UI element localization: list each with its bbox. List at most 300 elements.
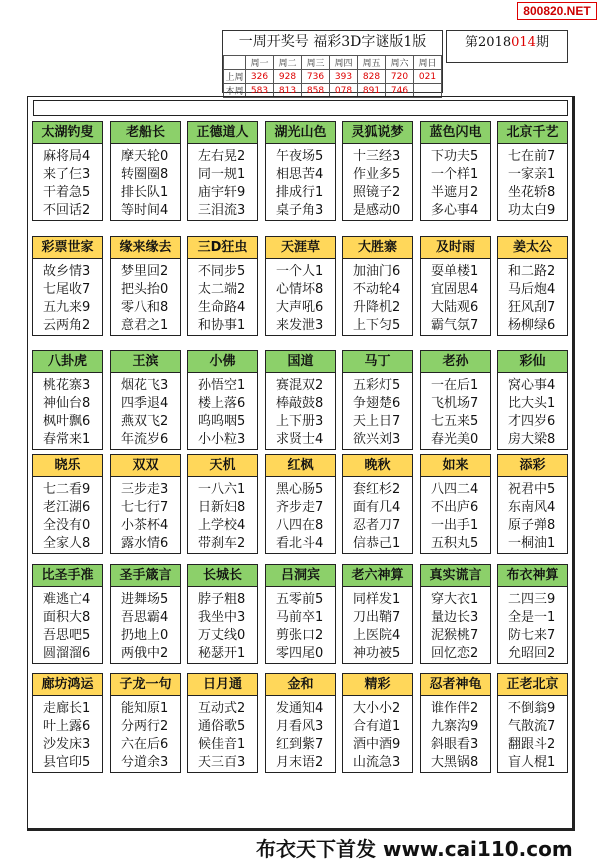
riddle-line: 飞机场7 [431,396,479,411]
riddle-author: 天涯草 [266,237,335,259]
riddle-lines [421,144,490,220]
riddle-line: 九寨沟9 [431,719,479,734]
riddle-lines [498,587,567,663]
riddle-line: 穿大衣1 [431,592,479,607]
riddle-cell [265,121,336,221]
riddle-cell [497,673,568,773]
grid-row [32,121,568,221]
riddle-line: 四季退4 [121,396,169,411]
riddle-line: 山流急3 [353,755,401,770]
riddle-cell [497,121,568,221]
riddle-line: 功太白9 [508,203,556,218]
riddle-cell [187,121,258,221]
riddle-line: 多心事4 [431,203,479,218]
riddle-author: 晚秋 [343,455,412,477]
riddle-line: 大声吼6 [276,300,324,315]
riddle-author: 老六神算 [343,565,412,587]
riddle-line: 万丈线0 [198,628,246,643]
riddle-lines [498,373,567,449]
riddle-lines [188,696,257,772]
riddle-line: 发通知4 [276,701,324,716]
riddle-cell [420,454,491,554]
riddle-cell [342,121,413,221]
riddle-line: 吾思吧5 [43,628,91,643]
riddle-lines [343,477,412,553]
riddle-lines [33,477,102,553]
riddle-line: 七尾收7 [43,282,91,297]
riddle-cell [187,564,258,664]
riddle-line: 互动式2 [198,701,246,716]
riddle-line: 小小粒3 [198,432,246,447]
riddle-author: 布衣神算 [498,565,567,587]
riddle-line: 信恭己1 [353,536,401,551]
riddle-line: 才四岁6 [508,414,556,429]
issue-prefix: 第2018 [465,35,512,50]
result-number: 326 [246,70,274,84]
day-header: 周一 [246,56,274,70]
riddle-lines [266,259,335,335]
day-header: 周二 [274,56,302,70]
issue-number: 014 [511,35,536,50]
riddle-line: 县官印5 [43,755,91,770]
riddle-author: 日月通 [188,674,257,696]
riddle-line: 合有道1 [353,719,401,734]
weekly-results-box [222,30,443,97]
riddle-line: 秘瑟开1 [198,646,246,661]
riddle-line: 分两行2 [121,719,169,734]
riddle-lines [33,696,102,772]
riddle-lines [498,477,567,553]
riddle-lines [343,373,412,449]
riddle-line: 故乡情3 [43,264,91,279]
riddle-line: 梦里回2 [121,264,169,279]
riddle-author: 灵狐说梦 [343,122,412,144]
riddle-author: 国道 [266,351,335,373]
riddle-line: 祝君中5 [508,482,556,497]
riddle-author: 廊坊鸿运 [33,674,102,696]
riddle-cell [497,564,568,664]
riddle-author: 彩仙 [498,351,567,373]
riddle-author: 及时雨 [421,237,490,259]
riddle-line: 五零前5 [276,592,324,607]
riddle-line: 忍者刀7 [353,518,401,533]
riddle-line: 吾思霸4 [121,610,169,625]
riddle-cell [187,236,258,336]
riddle-line: 七在前7 [508,149,556,164]
riddle-cell [187,350,258,450]
riddle-line: 我坐中3 [198,610,246,625]
riddle-lines [266,477,335,553]
riddle-line: 刀出鞘7 [353,610,401,625]
riddle-line: 扔地上0 [121,628,169,643]
riddle-line: 回忆恋2 [431,646,479,661]
riddle-line: 剪张口2 [276,628,324,643]
riddle-line: 一出手1 [431,518,479,533]
riddle-line: 三步走3 [121,482,169,497]
riddle-line: 神功被5 [353,646,401,661]
riddle-author: 王滨 [111,351,180,373]
riddle-line: 心情坏8 [276,282,324,297]
riddle-lines [266,144,335,220]
riddle-line: 十三经3 [353,149,401,164]
riddle-cell [342,673,413,773]
riddle-line: 谁作伴2 [431,701,479,716]
riddle-line: 量边长3 [431,610,479,625]
riddle-line: 相思苦4 [276,167,324,182]
grid-row [32,673,568,773]
riddle-cell [32,673,103,773]
riddle-line: 是感动0 [353,203,401,218]
riddle-lines [111,696,180,772]
riddle-author: 大胜寨 [343,237,412,259]
riddle-lines [266,373,335,449]
riddle-cell [342,564,413,664]
riddle-line: 狂风刮7 [508,300,556,315]
riddle-lines [498,259,567,335]
riddle-line: 燕双飞2 [121,414,169,429]
riddle-line: 叶上露6 [43,719,91,734]
riddle-line: 枫叶飘6 [43,414,91,429]
riddle-line: 天上日7 [353,414,401,429]
riddle-line: 圆溜溜6 [43,646,91,661]
riddle-author: 长城长 [188,565,257,587]
riddle-line: 宜固思4 [431,282,479,297]
riddle-cell [32,121,103,221]
result-number: 858 [302,84,330,98]
riddle-cell [420,350,491,450]
riddle-lines [421,373,490,449]
riddle-cell [420,121,491,221]
result-number: 813 [274,84,302,98]
riddle-line: 来了仨3 [43,167,91,182]
riddle-cell [420,673,491,773]
riddle-line: 窝心事4 [508,378,556,393]
riddle-author: 正老北京 [498,674,567,696]
riddle-author: 老船长 [111,122,180,144]
riddle-line: 全是一1 [508,610,556,625]
riddle-line: 太二端2 [198,282,246,297]
riddle-lines [421,587,490,663]
riddle-author: 金和 [266,674,335,696]
riddle-author: 老孙 [421,351,490,373]
riddle-line: 一个样1 [431,167,479,182]
riddle-author: 子龙一句 [111,674,180,696]
riddle-line: 同一规1 [198,167,246,182]
riddle-line: 沙发床3 [43,737,91,752]
riddle-line: 摩天轮0 [121,149,169,164]
riddle-line: 全家人8 [43,536,91,551]
riddle-cell [32,236,103,336]
riddle-line: 马后炮4 [508,282,556,297]
riddle-author: 天机 [188,455,257,477]
riddle-line: 五彩灯5 [353,378,401,393]
riddle-cell [342,350,413,450]
riddle-cell [265,454,336,554]
riddle-line: 带刹车2 [198,536,246,551]
riddle-line: 大陆观6 [431,300,479,315]
riddle-lines [421,696,490,772]
riddle-lines [111,587,180,663]
riddle-line: 把头抬0 [121,282,169,297]
riddle-cell [110,454,181,554]
riddle-line: 云两角2 [43,318,91,333]
riddle-line: 半遮月2 [431,185,479,200]
riddle-line: 和二路2 [508,264,556,279]
riddle-line: 六在后6 [121,737,169,752]
riddle-line: 月末语2 [276,755,324,770]
riddle-cell [110,236,181,336]
riddle-author: 如来 [421,455,490,477]
riddle-line: 黑心肠5 [276,482,324,497]
riddle-cell [32,350,103,450]
riddle-line: 不回话2 [43,203,91,218]
riddle-line: 上下册3 [276,414,324,429]
riddle-lines [188,373,257,449]
riddle-line: 一个人1 [276,264,324,279]
riddle-lines [111,144,180,220]
riddle-lines [421,477,490,553]
riddle-line: 求贤士4 [276,432,324,447]
riddle-line: 耍单楼1 [431,264,479,279]
riddle-line: 齐步走7 [276,500,324,515]
riddle-cell [32,454,103,554]
grid-row [32,350,568,450]
riddle-lines [343,587,412,663]
riddle-lines [421,259,490,335]
riddle-line: 干着急5 [43,185,91,200]
riddle-line: 来发泄3 [276,318,324,333]
riddle-line: 左右晃2 [198,149,246,164]
riddle-line: 春光美0 [431,432,479,447]
riddle-line: 生命路4 [198,300,246,315]
riddle-cell [265,236,336,336]
riddle-line: 一桐油1 [508,536,556,551]
day-header: 周五 [358,56,386,70]
riddle-author: 小佛 [188,351,257,373]
riddle-lines [111,259,180,335]
riddle-line: 一在后1 [431,378,479,393]
day-header: 周六 [386,56,414,70]
riddle-line: 楼上落6 [198,396,246,411]
riddle-line: 争翅楚6 [353,396,401,411]
riddle-author: 蓝色闪电 [421,122,490,144]
riddle-author: 圣手箴言 [111,565,180,587]
riddle-line: 不倒翁9 [508,701,556,716]
riddle-lines [343,144,412,220]
issue-number-box [446,30,568,63]
result-number: 720 [386,70,414,84]
riddle-cell [342,236,413,336]
riddle-line: 大黑锅8 [431,755,479,770]
riddle-line: 七二看9 [43,482,91,497]
result-number: 583 [246,84,274,98]
riddle-line: 杨柳绿6 [508,318,556,333]
riddle-line: 排成行1 [276,185,324,200]
riddle-line: 欲兴刘3 [353,432,401,447]
riddle-line: 呜呜咽5 [198,414,246,429]
riddle-line: 气散流7 [508,719,556,734]
riddle-line: 庙宇轩9 [198,185,246,200]
riddle-author: 三D狂虫 [188,237,257,259]
riddle-line: 五积丸5 [431,536,479,551]
riddle-line: 烟花飞3 [121,378,169,393]
riddle-author: 姜太公 [498,237,567,259]
footer-credit: 布衣天下首发 www.cai110.com [256,837,573,861]
riddle-line: 上学校4 [198,518,246,533]
riddle-line: 霸气氛7 [431,318,479,333]
riddle-cell [110,350,181,450]
riddle-line: 候佳音1 [198,737,246,752]
riddle-line: 不同步5 [198,264,246,279]
riddle-line: 套红杉2 [353,482,401,497]
riddle-line: 老江湖6 [43,500,91,515]
riddle-line: 盲人棍1 [508,755,556,770]
riddle-line: 桃花寨3 [43,378,91,393]
riddle-line: 不动轮4 [353,282,401,297]
riddle-cell [342,454,413,554]
riddle-cell [110,121,181,221]
page-title: 一周开奖号 福彩3D字谜版1版 [238,34,427,50]
riddle-line: 麻将局4 [43,149,91,164]
riddle-line: 排长队1 [121,185,169,200]
riddle-author: 八卦虎 [33,351,102,373]
riddle-line: 年流岁6 [121,432,169,447]
grid-row [32,236,568,336]
riddle-lines [33,259,102,335]
riddle-author: 添彩 [498,455,567,477]
riddle-line: 斜眼看3 [431,737,479,752]
riddle-line: 兮道余3 [121,755,169,770]
riddle-line: 等时间4 [121,203,169,218]
riddle-line: 一八六1 [198,482,246,497]
riddle-cell [497,454,568,554]
riddle-line: 春常来1 [43,432,91,447]
riddle-author: 湖光山色 [266,122,335,144]
riddle-line: 两俄中2 [121,646,169,661]
riddle-cell [420,236,491,336]
riddle-author: 晓乐 [33,455,102,477]
riddle-line: 作业多5 [353,167,401,182]
riddle-author: 双双 [111,455,180,477]
empty-banner-bar [33,100,568,116]
riddle-line: 神仙台8 [43,396,91,411]
riddle-line: 赛混双2 [276,378,324,393]
riddle-line: 棒敲鼓8 [276,396,324,411]
riddle-line: 七五来5 [431,414,479,429]
riddle-line: 零四尾0 [276,646,324,661]
result-number: 078 [330,84,358,98]
riddle-author: 真实谎言 [421,565,490,587]
riddle-line: 大小小2 [353,701,401,716]
result-number: 393 [330,70,358,84]
riddle-author: 忍者神龟 [421,674,490,696]
riddle-author: 正德道人 [188,122,257,144]
riddle-line: 红到紫7 [276,737,324,752]
riddle-line: 和协事1 [198,318,246,333]
riddle-line: 露水情6 [121,536,169,551]
riddle-line: 酒中酒9 [353,737,401,752]
riddle-line: 升降机2 [353,300,401,315]
riddle-line: 房大梁8 [508,432,556,447]
riddle-line: 原子弹8 [508,518,556,533]
riddle-line: 一家亲1 [508,167,556,182]
issue-suffix: 期 [535,35,549,50]
riddle-lines [343,696,412,772]
riddle-line: 日新妇8 [198,500,246,515]
riddle-line: 翻跟斗2 [508,737,556,752]
riddle-line: 零八和8 [121,300,169,315]
weekly-results-table [223,55,442,98]
riddle-line: 脖子粗8 [198,592,246,607]
riddle-line: 上医院4 [353,628,401,643]
riddle-cell [110,673,181,773]
result-number: 828 [358,70,386,84]
riddle-line: 三泪流3 [198,203,246,218]
riddle-line: 允昭回2 [508,646,556,661]
riddle-cell [110,564,181,664]
riddle-line: 进舞场5 [121,592,169,607]
grid-row [32,454,568,554]
riddle-line: 桌子角3 [276,203,324,218]
riddle-cell [32,564,103,664]
riddle-line: 难逃亡4 [43,592,91,607]
riddle-lines [343,259,412,335]
riddle-lines [33,373,102,449]
riddle-cell [420,564,491,664]
riddle-line: 坐花轿8 [508,185,556,200]
day-header: 周四 [330,56,358,70]
day-header: 周三 [302,56,330,70]
riddle-line: 全没有0 [43,518,91,533]
riddle-author: 吕洞宾 [266,565,335,587]
result-number: 736 [302,70,330,84]
riddle-line: 不出庐6 [431,500,479,515]
riddle-line: 转圈圈8 [121,167,169,182]
riddle-author: 北京千艺 [498,122,567,144]
riddle-lines [188,259,257,335]
riddle-line: 同样发1 [353,592,401,607]
site-watermark: 800820.NET [517,2,597,20]
riddle-line: 防七来7 [508,628,556,643]
riddle-line: 看北斗4 [276,536,324,551]
riddle-line: 七七行7 [121,500,169,515]
riddle-lines [111,373,180,449]
riddle-author: 太湖钓叟 [33,122,102,144]
riddle-line: 二四三9 [508,592,556,607]
riddle-lines [498,696,567,772]
riddle-cell [187,673,258,773]
riddle-line: 比大头1 [508,396,556,411]
day-header: 周日 [414,56,442,70]
riddle-line: 八四在8 [276,518,324,533]
riddle-line: 下功夫5 [431,149,479,164]
riddle-cell [265,350,336,450]
riddle-lines [33,587,102,663]
riddle-lines [188,587,257,663]
riddle-line: 泥猴桃7 [431,628,479,643]
riddle-author: 马丁 [343,351,412,373]
riddle-lines [266,587,335,663]
riddle-lines [111,477,180,553]
riddle-cell [497,236,568,336]
riddle-line: 加油门6 [353,264,401,279]
riddle-line: 面有几4 [353,500,401,515]
result-number: 891 [358,84,386,98]
riddle-line: 天三百3 [198,755,246,770]
riddle-lines [266,696,335,772]
result-number: 746 [386,84,414,98]
riddle-lines [188,477,257,553]
